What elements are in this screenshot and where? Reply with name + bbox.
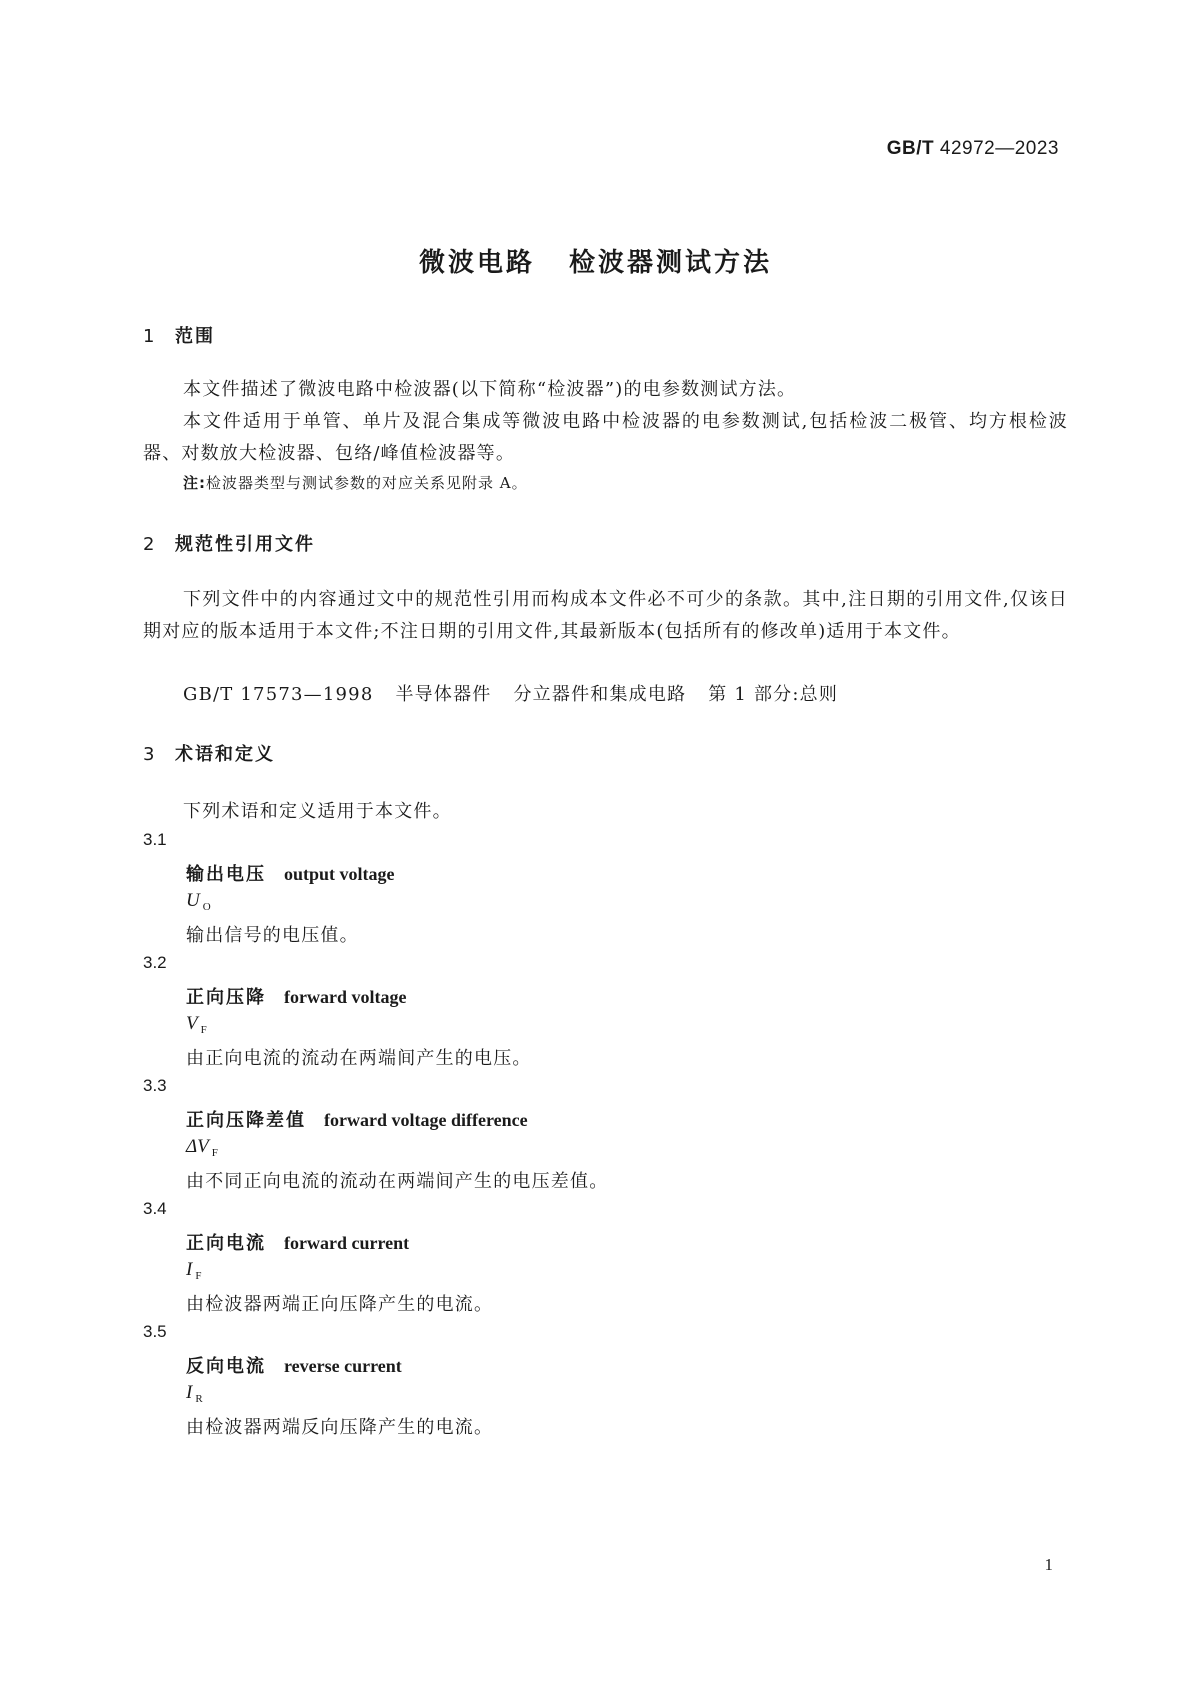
- reference-code: GB/T 17573—1998: [183, 684, 374, 705]
- term-name: [186, 1352, 402, 1378]
- term-symbol-subscript: O: [202, 901, 211, 913]
- section-2-heading: [143, 530, 315, 556]
- section-1-number: 1: [143, 326, 157, 347]
- section-3-title: 术语和定义: [175, 744, 275, 765]
- section-3-intro: 下列术语和定义适用于本文件。: [183, 801, 452, 822]
- term-name-en: forward current: [284, 1233, 410, 1253]
- term-symbol: [186, 1382, 203, 1405]
- section-1-paragraph-2: 本文件适用于单管、单片及混合集成等微波电路中检波器的电参数测试,包括检波二极管、均方根检波器、对数放大检波器、包络/峰值检波器等。: [143, 411, 1068, 464]
- term-name: [186, 1106, 528, 1132]
- term-name-zh: 正向压降: [186, 987, 266, 1008]
- term-symbol-subscript: F: [211, 1147, 218, 1159]
- section-1-heading: [143, 322, 215, 348]
- term-symbol-subscript: R: [195, 1393, 203, 1405]
- standard-code-number: 42972—2023: [939, 138, 1059, 159]
- note-text: 检波器类型与测试参数的对应关系见附录 A。: [206, 474, 528, 492]
- term-number: 3.2: [143, 953, 167, 972]
- term-name-zh: 正向电流: [186, 1233, 266, 1254]
- term-name-en: forward voltage: [284, 987, 407, 1007]
- term-name: [186, 1229, 409, 1255]
- term-symbol-main: U: [186, 890, 200, 911]
- term-name-en: reverse current: [284, 1356, 402, 1376]
- term-symbol-subscript: F: [195, 1270, 202, 1282]
- term-symbol-main: I: [186, 1382, 193, 1403]
- term-definition: 输出信号的电压值。: [186, 925, 359, 946]
- note-label: 注:: [183, 474, 206, 492]
- section-2-paragraph-1: 下列文件中的内容通过文中的规范性引用而构成本文件必不可少的条款。其中,注日期的引用文件,仅该日期对应的版本适用于本文件;不注日期的引用文件,其最新版本(包括所有的修改单)适用于本文件。: [143, 589, 1068, 642]
- term-name-zh: 反向电流: [186, 1356, 266, 1377]
- term-symbol: [186, 1013, 207, 1036]
- term-name: [186, 860, 395, 886]
- standard-code-prefix: GB/T: [886, 138, 935, 159]
- term-name-en: output voltage: [284, 864, 395, 884]
- normative-reference: [183, 680, 838, 706]
- term-name-zh: 输出电压: [186, 864, 266, 885]
- term-number: 3.3: [143, 1076, 167, 1095]
- term-symbol-main: I: [186, 1259, 193, 1280]
- term-symbol-main: ΔV: [186, 1136, 209, 1157]
- term-number: 3.5: [143, 1322, 167, 1341]
- term-symbol-main: V: [186, 1013, 198, 1034]
- term-name-zh: 正向压降差值: [186, 1110, 306, 1131]
- title-part-2: 检波器测试方法: [569, 248, 773, 278]
- term-definition: 由检波器两端反向压降产生的电流。: [186, 1417, 494, 1438]
- term-number: 3.4: [143, 1199, 167, 1218]
- section-2-number: 2: [143, 534, 157, 555]
- reference-title-a: 半导体器件: [395, 684, 492, 705]
- title-part-1: 微波电路: [418, 248, 535, 278]
- document-title: [0, 242, 1191, 279]
- term-definition: 由不同正向电流的流动在两端间产生的电压差值。: [186, 1171, 609, 1192]
- term-symbol-subscript: F: [200, 1024, 207, 1036]
- term-number: 3.1: [143, 830, 167, 849]
- page-number: 1: [1044, 1555, 1053, 1574]
- reference-title-b: 分立器件和集成电路: [513, 684, 687, 705]
- section-3-heading: [143, 740, 275, 766]
- term-name-en: forward voltage difference: [324, 1110, 528, 1130]
- section-3-number: 3: [143, 744, 157, 765]
- section-2-title: 规范性引用文件: [175, 534, 315, 555]
- term-symbol: [186, 1136, 218, 1159]
- reference-title-c: 第 1 部分:总则: [708, 684, 839, 705]
- section-1-paragraph-1: 本文件描述了微波电路中检波器(以下简称“检波器”)的电参数测试方法。: [183, 379, 797, 400]
- term-symbol: [186, 890, 211, 913]
- section-1-title: 范围: [175, 326, 215, 347]
- standard-code: [887, 138, 1059, 160]
- section-1-note: [183, 472, 528, 493]
- term-name: [186, 983, 406, 1009]
- term-definition: 由正向电流的流动在两端间产生的电压。: [186, 1048, 532, 1069]
- term-symbol: [186, 1259, 201, 1282]
- term-definition: 由检波器两端正向压降产生的电流。: [186, 1294, 494, 1315]
